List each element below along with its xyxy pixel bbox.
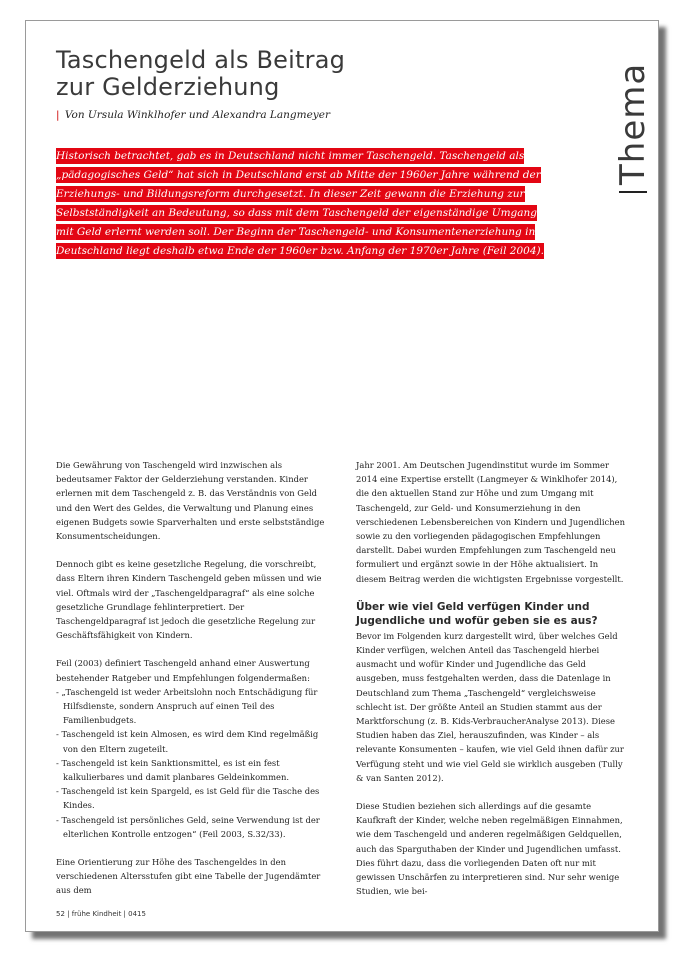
section-label <box>613 33 653 193</box>
list-item: - Taschengeld ist kein Spargeld, es ist Geld für die Tasche des Kindes. <box>56 784 328 812</box>
title-line-2: zur Gelderziehung <box>56 73 280 101</box>
authors-bar: | <box>56 109 60 121</box>
intro-text: Historisch betrachtet, gab es in Deutschland nicht immer Taschengeld. Taschengeld als „pädagogisches Geld“ hat sich in Deutschland erst ab Mitte der 1960er Jahre während der Erziehungs- und Bildungsreform durchgesetzt. In dieser Zeit gewann die Erziehung zur Selbstständigkeit an Bedeutung, so dass mit dem Taschengeld der eigenständige Umgang mit Geld erlernt werden soll. Der Beginn der Taschengeld- und Konsumentenerziehung in Deutschland liegt deshalb etwa Ende der 1960er bzw. Anfang der 1970er Jahre (Feil 2004). <box>56 150 544 257</box>
page-footer: 52 | frühe Kindheit | 0415 <box>56 910 146 918</box>
article-title <box>56 47 476 101</box>
title-line-1: Taschengeld als Beitrag <box>56 46 346 74</box>
section-label-rule <box>619 191 647 193</box>
left-paragraph-3: Feil (2003) definiert Taschengeld anhand einer Auswertung bestehender Ratgeber und Empfehlungen folgendermaßen: <box>56 658 310 683</box>
article-authors <box>56 109 330 121</box>
definition-list <box>56 685 328 841</box>
right-paragraph-1: Jahr 2001. Am Deutschen Jugendinstitut wurde im Sommer 2014 eine Expertise erstellt (Langmeyer & Winklhofer 2014), die den aktuellen Stand zur Höhe und zum Umgang mit Taschengeld, zur Geld- und Konsumerziehung in den verschiedenen Lebensbereichen von Kindern und Jugendlichen sowie zu den vorliegenden pädagogischen Empfehlungen darstellt. Dabei wurden Empfehlungen zum Taschengeld neu formuliert und ergänzt sowie in der Höhe aktualisiert. In diesem Beitrag werden die wichtigsten Ergebnisse vorgestellt. <box>356 460 625 584</box>
authors-text: Von Ursula Winklhofer und Alexandra Langmeyer <box>64 109 330 121</box>
left-paragraph-2: Dennoch gibt es keine gesetzliche Regelung, die vorschreibt, dass Eltern ihren Kindern Taschengeld geben müssen und wie viel. Oftmals wird der „Taschengeldparagraf“ als eine solche gesetzliche Grundlage fehlinterpretiert. Der Taschengeldparagraf ist jedoch die gesetzliche Regelung zur Geschäftsfähigkeit von Kindern. <box>56 559 322 641</box>
list-item: - Taschengeld ist kein Sanktionsmittel, es ist ein fest kalkulierbares und damit planbares Geldeinkommen. <box>56 756 328 784</box>
left-paragraph-1: Die Gewährung von Taschengeld wird inzwischen als bedeutsamer Faktor der Gelderziehung verstanden. Kinder erlernen mit dem Taschengeld z. B. das Verständnis von Geld und den Wert des Geldes, die Verwaltung und Planung eines eigenen Budgets sowie Sparverhalten und erste selbstständige Konsumentscheidungen. <box>56 460 325 542</box>
list-item: - Taschengeld ist persönliches Geld, seine Verwendung ist der elterlichen Kontrolle entzogen“ (Feil 2003, S.32/33). <box>56 813 328 841</box>
magazine-page <box>25 20 659 932</box>
section-heading: Über wie viel Geld verfügen Kinder und Jugendliche und wofür geben sie es aus? <box>356 600 598 627</box>
intro-highlight <box>56 147 556 261</box>
left-column <box>56 458 328 912</box>
right-paragraph-2: Bevor im Folgenden kurz dargestellt wird, über welches Geld Kinder verfügen, welchen Anteil das Taschengeld hierbei ausmacht und wofür Kinder und Jugendliche das Geld ausgeben, muss festgehalten werden, dass die Datenlage in Deutschland zum Thema „Taschengeld“ vergleichsweise schlecht ist. Der größte Anteil an Studien stammt aus der Marktforschung (z. B. Kids-VerbraucherAnalyse 2013). Diese Studien haben das Ziel, herauszufinden, was Kinder – als relevante Konsumenten – kaufen, wie viel Geld ihnen dafür zur Verfügung steht und wie viel Geld sie wirklich ausgeben (Tully & van Santen 2012). <box>356 630 624 783</box>
list-item: - „Taschengeld ist weder Arbeitslohn noch Entschädigung für Hilfsdienste, sondern Anspruch auf einen Teil des Familienbudgets. <box>56 685 328 728</box>
left-paragraph-4: Eine Orientierung zur Höhe des Taschengeldes in den verschiedenen Altersstufen gibt eine Tabelle der Jugendämter aus dem <box>56 857 321 896</box>
section-label-text: Thema <box>613 62 653 185</box>
right-paragraph-3: Diese Studien beziehen sich allerdings auf die gesamte Kaufkraft der Kinder, welche neben regelmäßigen Einnahmen, wie dem Taschengeld und anderen regelmäßigen Geldquellen, auch das Sparguthaben der Kinder und Jugendlichen umfasst. Dies führt dazu, dass die vorliegenden Daten oft nur mit gewissen Unschärfen zu interpretieren sind. Nur sehr wenige Studien, wie bei- <box>356 801 623 897</box>
list-item: - Taschengeld ist kein Almosen, es wird dem Kind regelmäßig von den Eltern zugeteilt. <box>56 727 328 755</box>
right-column <box>356 458 628 912</box>
